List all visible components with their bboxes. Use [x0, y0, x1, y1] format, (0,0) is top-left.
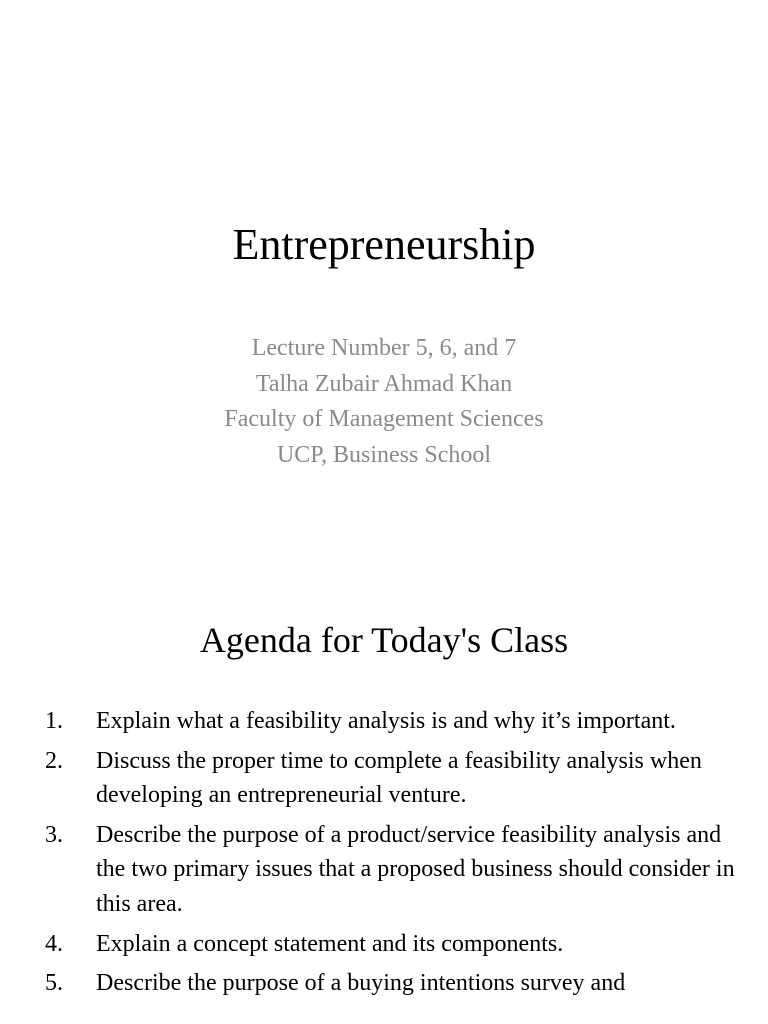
agenda-title: Agenda for Today's Class [199, 620, 569, 660]
slide-subtitle [0, 331, 768, 473]
agenda-item-text: Discuss the proper time to complete a feasibility analysis when developing an entrepreneurial venture. [96, 747, 702, 809]
agenda-item-number: 2. [45, 747, 63, 774]
agenda-item [0, 744, 768, 813]
agenda-item-text: Describe the purpose of a buying intentions survey and [96, 970, 626, 997]
agenda-item-number: 4. [45, 930, 63, 957]
agenda-item-text: Describe the purpose of a product/service feasibility analysis and the two primary issues that a proposed business should consider in this area. [96, 821, 735, 917]
slide-title: Entrepreneurship [232, 220, 536, 269]
subtitle-author: Talha Zubair Ahmad Khan [255, 370, 513, 397]
agenda-item-number: 5. [45, 970, 63, 997]
subtitle-school: UCP, Business School [276, 441, 492, 468]
agenda-list [0, 704, 768, 1006]
agenda-item-text: Explain a concept statement and its components. [96, 930, 564, 957]
agenda-item-number: 3. [45, 821, 63, 848]
agenda-item [0, 818, 768, 922]
agenda-item [0, 966, 768, 1001]
subtitle-faculty: Faculty of Management Sciences [224, 406, 544, 432]
subtitle-lecture-number: Lecture Number 5, 6, and 7 [251, 335, 517, 361]
agenda-item [0, 704, 768, 739]
agenda-item-text: Explain what a feasibility analysis is and why it’s important. [96, 708, 676, 734]
agenda-item [0, 927, 768, 962]
agenda-item-number: 1. [45, 708, 63, 734]
